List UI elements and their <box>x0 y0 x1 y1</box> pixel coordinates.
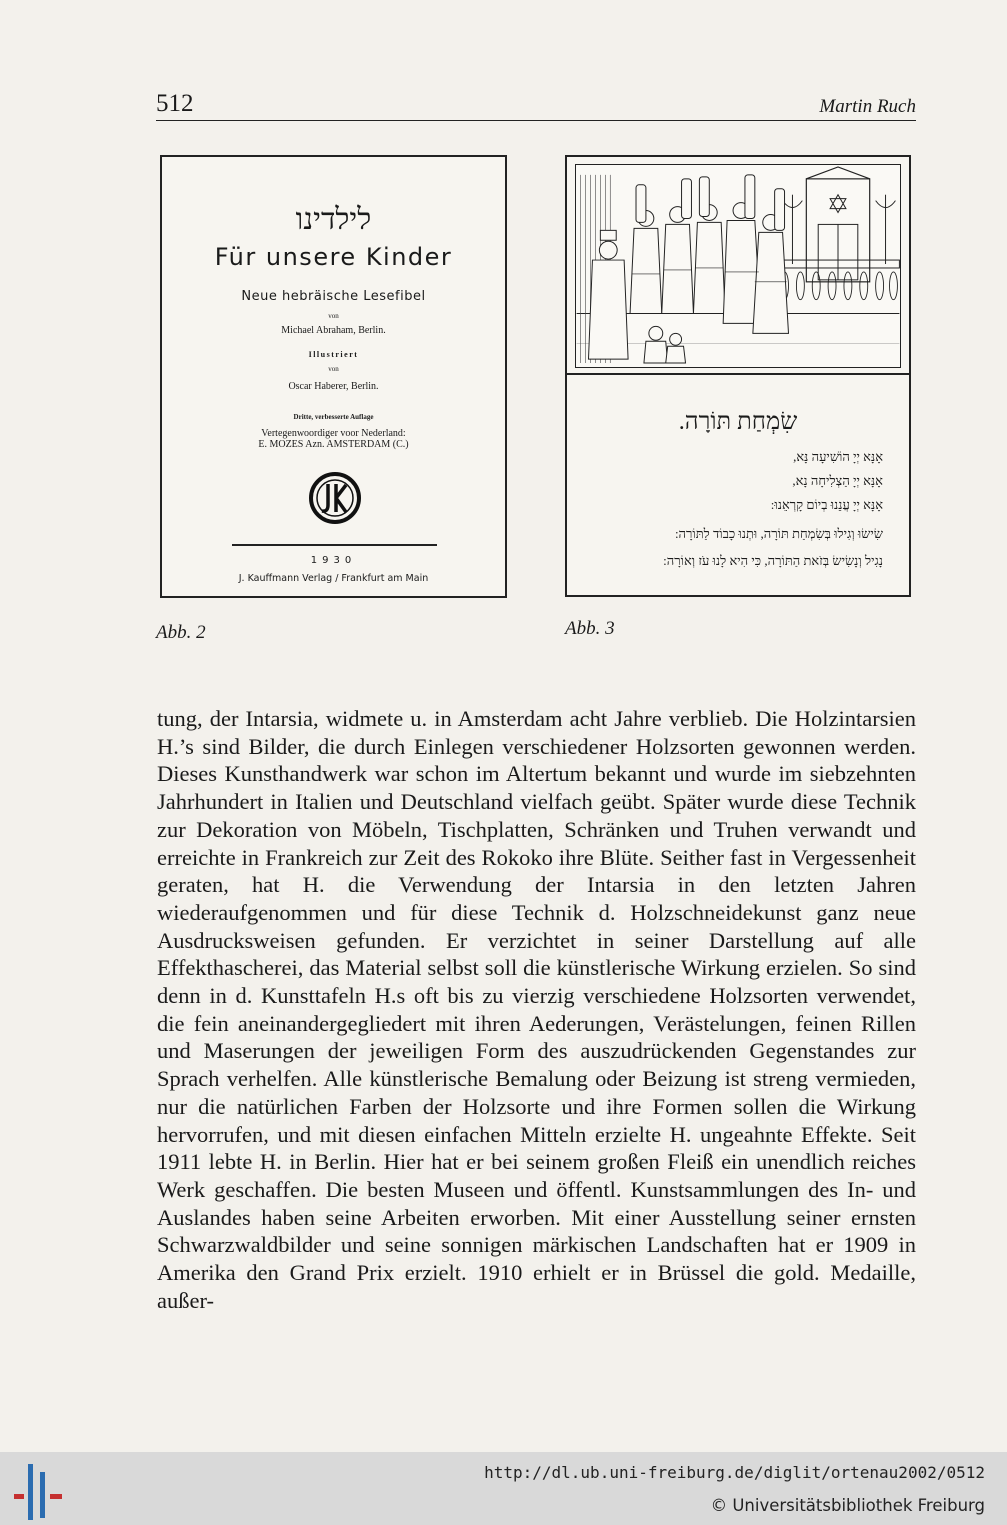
figure2-von: von <box>328 312 339 320</box>
figure2-title: Für unsere Kinder <box>214 243 453 271</box>
figure2-illustrated: Illustriert <box>308 350 359 359</box>
figure3-line-2: אָנָּא יְיָ הַצְלִיחָה נָא, <box>792 473 883 488</box>
figure-simchat-torah <box>565 155 911 597</box>
figure2-von-2: von <box>328 365 339 373</box>
figure3-caption: Abb. 3 <box>565 618 615 639</box>
publisher-logo-icon <box>308 471 362 525</box>
figure2-year: 1930 <box>310 555 357 566</box>
figure2-rule <box>232 544 437 546</box>
figure2-publisher: J. Kauffmann Verlag / Frankfurt am Main <box>238 573 429 584</box>
figure2-edition: Dritte, verbesserte Auflage <box>293 413 374 421</box>
figure2-subtitle: Neue hebräische Lesefibel <box>241 289 426 304</box>
footer-copyright: © Universitätsbibliothek Freiburg <box>710 1496 985 1515</box>
figure2-dutch-agent <box>162 428 505 450</box>
running-head-author: Martin Ruch <box>819 96 916 117</box>
figure2-illustrator: Oscar Haberer, Berlin. <box>288 381 379 392</box>
figure3-line-3: אָנָּא יְיָ עֲנֵנוּ בְיוֹם קָרְאֵנוּ: <box>770 497 883 512</box>
header-rule <box>156 120 916 121</box>
figure3-divider <box>567 373 909 375</box>
figure2-hebrew-title: לילדינו <box>295 203 372 236</box>
figure3-line-1: אָנָּא יְיָ הוֹשִׁיעָה נָּא, <box>793 449 883 464</box>
page-number: 512 <box>156 90 194 117</box>
body-paragraph: tung, der Intarsia, widmete u. in Amsterdam acht Jahre verblieb. Die Holzintarsien H.’s sind Bilder, die durch Einlegen verschiedener Holzsorten gewonnen werden. Dieses Kunsthandwerk war schon im Altertum bekannt und wurde im siebzehnten Jahrhundert in Italien und Deutschland vielfach geübt. Später wurde diese Technik zur Dekoration von Möbeln, Tischplatten, Schränken und Truhen verwandt und erreichte in Frankreich zur Zeit des Rokoko ihre Blüte. Seither fast in Vergessenheit geraten, hat H. die Verwendung der Intarsia in den letzten Jahren wiederaufgenommen und für diese Technik d. Holzschneidekunst ganz neue Ausdrucksweisen gefunden. Er verzichtet in seiner Darstellung auf alle Effekthascherei, das Material selbst soll die künstlerische Wirkung erzielen. So sind denn in d. Kunsttafeln H.s oft bis zu vierzig verschiedene Holzsorten verwendet, die fein aneinandergegliedert mit ihren Aederungen, Verästelungen, feinen Rillen und Maserungen der jeweiligen Form des auszudrückenden Gegenstandes zur Sprach verhelfen. Alle künstlerische Bemalung oder Beizung ist streng vermieden, nur die natürlichen Farben der Holzsorte und ihre Formen sollen die Wirkung hervorrufen, und mit diesen einfachen Mitteln erzielte H. ungeahnte Effekte. Seit 1911 lebte H. in Berlin. Hier hat er bei seinem großen Fleiß ein unendlich reiches Werk geschaffen. Die besten Museen und öffentl. Kunstsammlungen des In- und Auslandes haben seine Arbeiten erworben. Mit einer Ausstellung seiner ernsten Schwarzwaldbilder und seine sonnigen märkischen Landschaften hat er 1909 in Amerika den Grand Prix erzielt. 1910 erhielt er in Brüssel die gold. Medaille, außer- <box>157 706 916 1313</box>
figure2-author: Michael Abraham, Berlin. <box>281 325 386 336</box>
footer-url-link[interactable]: http://dl.ub.uni-freiburg.de/diglit/ortenau2002/0512 <box>484 1463 985 1482</box>
figure2-dutch-line2: E. MOZES Azn. AMSTERDAM (C.) <box>258 439 409 450</box>
procession-illustration <box>575 164 901 368</box>
figure2-dutch-line1: Vertegenwoordiger voor Nederland: <box>261 428 406 439</box>
figure2-caption: Abb. 2 <box>156 622 206 643</box>
figure3-hebrew-title: שִׂמְחַת תּוֹרָה. <box>678 409 798 435</box>
figure-title-page <box>160 155 507 598</box>
figure3-line-4: שִׂישׂוּ וְגִילוּ בְּשִׂמְחַת תּוֹרָה, וּתְנוּ כָבוֹד לַתּוֹרָה: <box>674 526 883 541</box>
library-logo-icon <box>14 1462 64 1522</box>
figure3-line-5: נָגִיל וְנָשִׂישׂ בְּזֹאת הַתּוֹרָה, כִּי הִיא לָנוּ עֹז וְאוֹרָה: <box>663 553 883 568</box>
